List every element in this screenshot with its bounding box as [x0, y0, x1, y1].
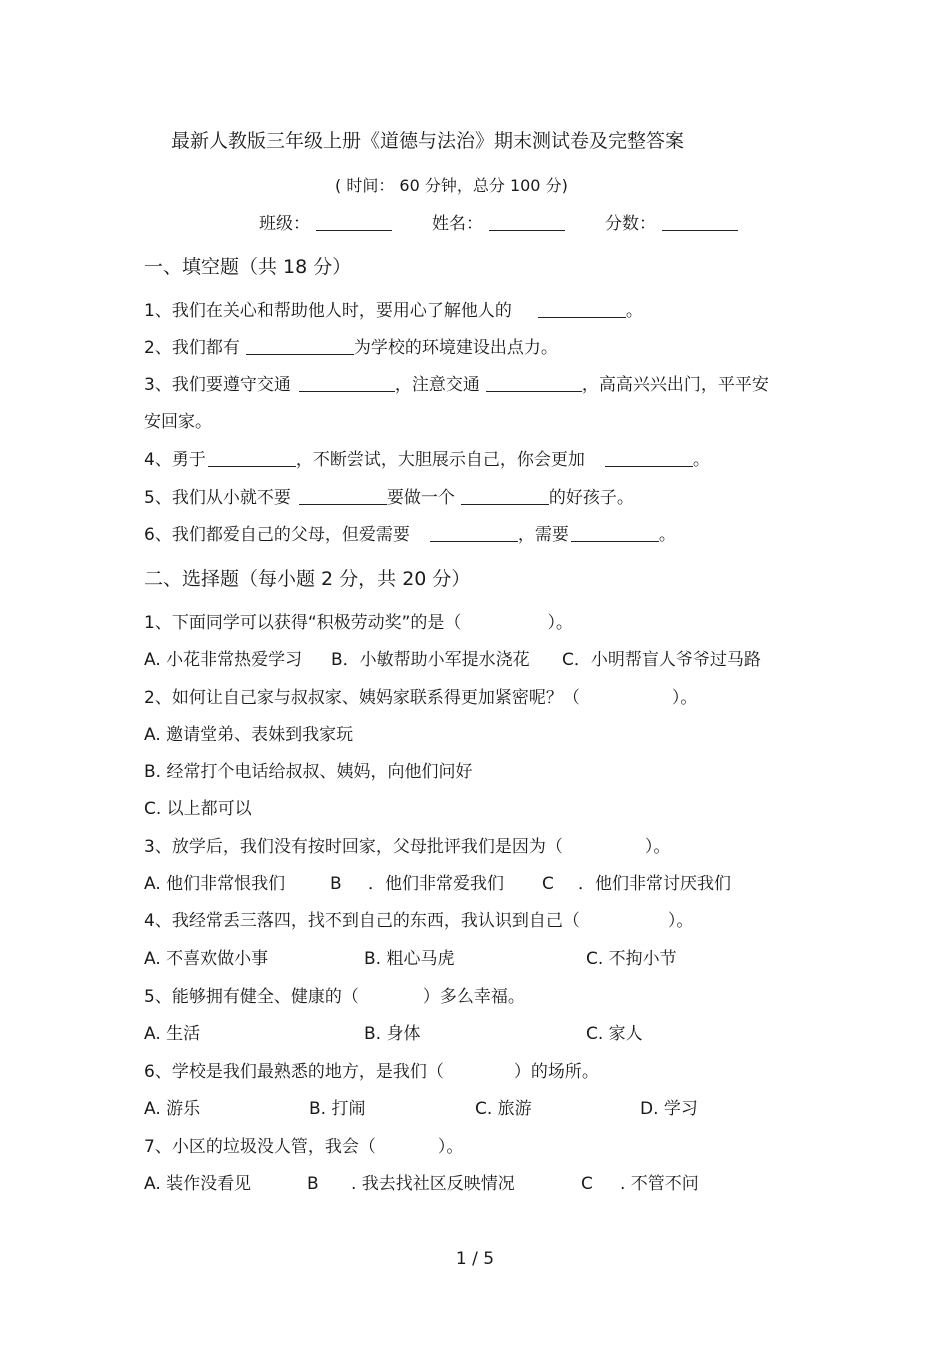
q5-end: 的好孩子。 [548, 488, 634, 508]
choice-question-1 [144, 612, 573, 634]
q6-mid: ，需要 [517, 525, 569, 545]
fill-question-4 [144, 449, 710, 471]
q6-option-c: C. 旅游 [475, 1099, 532, 1119]
choice-question-2 [144, 687, 697, 709]
exam-subtitle: ( 时间： 60 分钟，总分 100 分) [335, 176, 568, 195]
choice-question-3 [144, 836, 670, 858]
q1-option-c: C．小明帮盲人爷爷过马路 [562, 650, 761, 670]
question-end: ）。 [644, 837, 671, 857]
question-end: ）。 [437, 1137, 464, 1157]
question-end: ）的场所。 [513, 1062, 599, 1082]
answer-blank [430, 525, 518, 542]
fill-question-3 [144, 374, 769, 396]
fill-question-3-cont: 安回家。 [144, 412, 212, 432]
question-stem: 6、学校是我们最熟悉的地方，是我们（ [144, 1062, 444, 1082]
q7-option-c: . 不管不问 [620, 1174, 699, 1194]
q2-text: 2、我们都有 [144, 338, 240, 358]
section2-heading: 二、选择题（每小题 2 分，共 20 分） [144, 568, 471, 590]
fill-question-5 [144, 487, 634, 509]
score-blank [662, 214, 738, 231]
q4-mid: ，不断尝试，大胆展示自己，你会更加 [295, 450, 585, 470]
question-stem: 1、下面同学可以获得“积极劳动奖”的是（ [144, 613, 462, 633]
answer-blank [299, 488, 387, 505]
q6-end: 。 [658, 525, 676, 545]
q5-text: 5、我们从小就不要 [144, 488, 291, 508]
answer-blank [486, 375, 582, 392]
choice-question-7 [144, 1136, 463, 1158]
q3-end: ，高高兴兴出门，平平安 [581, 375, 769, 395]
q6-option-b: B. 打闹 [309, 1099, 366, 1119]
q4-option-a: A. 不喜欢做小事 [144, 949, 269, 969]
q3-option-c: ．他们非常讨厌我们 [578, 874, 731, 894]
q7-option-b-letter: B [307, 1174, 319, 1194]
question-end: ）。 [671, 688, 698, 708]
section1-heading: 一、填空题（共 18 分） [144, 256, 352, 278]
name-label: 姓名： [432, 214, 483, 234]
question-end: ）多么幸福。 [422, 987, 525, 1007]
question-stem: 7、小区的垃圾没人管，我会（ [144, 1137, 376, 1157]
q6-option-a: A. 游乐 [144, 1099, 201, 1119]
answer-blank [461, 488, 549, 505]
q1-end: 。 [625, 301, 643, 321]
q3-option-a: A. 他们非常恨我们 [144, 874, 286, 894]
q7-option-b: . 我去找社区反映情况 [351, 1174, 515, 1194]
q4-text: 4、勇于 [144, 450, 206, 470]
answer-blank [571, 525, 659, 542]
q7-option-c-letter: C [581, 1174, 593, 1194]
answer-blank [538, 301, 626, 318]
question-stem: 2、如何让自己家与叔叔家、姨妈家联系得更加紧密呢？（ [144, 688, 580, 708]
q1-option-a: A. 小花非常热爱学习 [144, 650, 303, 670]
score-label: 分数： [605, 214, 656, 234]
name-blank [489, 214, 565, 231]
question-end: ）。 [667, 911, 694, 931]
class-blank [316, 214, 392, 231]
q3-mid: ，注意交通 [394, 375, 480, 395]
name-field [432, 213, 565, 235]
q5-option-a: A. 生活 [144, 1024, 201, 1044]
q2-option-b: B. 经常打个电话给叔叔、姨妈，向他们问好 [144, 762, 473, 782]
choice-question-6 [144, 1061, 599, 1083]
q3-option-b-letter: B [330, 874, 342, 894]
q6-text: 6、我们都爱自己的父母，但爱需要 [144, 525, 410, 545]
choice-question-4 [144, 910, 693, 932]
page-number: 1 / 5 [455, 1249, 495, 1269]
fill-question-1 [144, 300, 643, 322]
q2-option-c: C. 以上都可以 [144, 799, 252, 819]
question-stem: 4、我经常丢三落四，找不到自己的东西，我认识到自己（ [144, 911, 580, 931]
q1-option-b: B．小敏帮助小军提水浇花 [331, 650, 530, 670]
q2-end: 为学校的环境建设出点力。 [353, 338, 558, 358]
q4-option-b: B. 粗心马虎 [364, 949, 455, 969]
answer-blank [246, 338, 354, 355]
fill-question-2 [144, 337, 558, 359]
q1-text: 1、我们在关心和帮助他人时，要用心了解他人的 [144, 301, 512, 321]
class-label: 班级： [259, 214, 310, 234]
q4-end: 。 [692, 450, 710, 470]
q5-option-c: C. 家人 [586, 1024, 643, 1044]
q5-mid: 要做一个 [386, 488, 455, 508]
question-stem: 5、能够拥有健全、健康的（ [144, 987, 359, 1007]
answer-blank [299, 375, 395, 392]
question-end: ）。 [547, 613, 573, 633]
q3-option-b: ．他们非常爱我们 [368, 874, 504, 894]
q5-option-b: B. 身体 [364, 1024, 421, 1044]
exam-title: 最新人教版三年级上册《道德与法治》期末测试卷及完整答案 [171, 130, 685, 152]
fill-question-6 [144, 524, 676, 546]
score-field [605, 213, 738, 235]
q6-option-d: D. 学习 [640, 1099, 698, 1119]
choice-question-5 [144, 986, 525, 1008]
q3-option-c-letter: C [542, 874, 554, 894]
q7-option-a: A. 装作没看见 [144, 1174, 252, 1194]
answer-blank [605, 450, 693, 467]
q3-text: 3、我们要遵守交通 [144, 375, 291, 395]
q4-option-c: C. 不拘小节 [586, 949, 677, 969]
q2-option-a: A. 邀请堂弟、表妹到我家玩 [144, 725, 354, 745]
class-field [259, 213, 392, 235]
question-stem: 3、放学后，我们没有按时回家，父母批评我们是因为（ [144, 837, 563, 857]
answer-blank [208, 450, 296, 467]
